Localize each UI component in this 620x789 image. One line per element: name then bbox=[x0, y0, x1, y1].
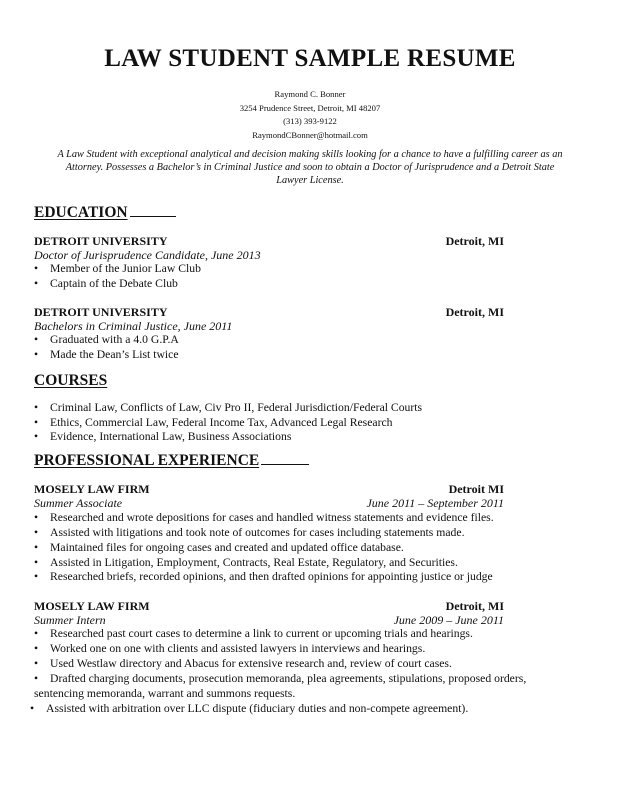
list-item: • Maintained files for ongoing cases and created and updated office database. bbox=[34, 541, 404, 554]
list-item: • Drafted charging documents, prosecution memoranda, plea agreements, stipulations, proposed orders, bbox=[34, 672, 527, 685]
section-heading-experience bbox=[34, 452, 309, 470]
heading-rule bbox=[130, 215, 176, 217]
list-item: • Made the Dean’s List twice bbox=[34, 348, 179, 361]
list-item: • Member of the Junior Law Club bbox=[34, 262, 201, 275]
list-item: • Researched past court cases to determine a link to current or upcoming trials and hearings. bbox=[34, 627, 473, 640]
objective-line: Attorney. Possesses a Bachelor’s in Criminal Justice and soon to obtain a Doctor of Jurisprudence and a Detroit State bbox=[65, 162, 555, 173]
job-role-line bbox=[34, 613, 504, 628]
list-item: • Ethics, Commercial Law, Federal Income Tax, Advanced Legal Research bbox=[34, 416, 393, 429]
education-entry-header bbox=[34, 234, 504, 249]
contact-address: 3254 Prudence Street, Detroit, MI 48207 bbox=[239, 102, 381, 113]
list-item: • Assisted with arbitration over LLC dispute (fiduciary duties and non-compete agreement). bbox=[30, 702, 469, 715]
list-item: • Worked one on one with clients and assisted lawyers in interviews and hearings. bbox=[34, 642, 426, 655]
contact-email: RaymondCBonner@hotmail.com bbox=[252, 129, 368, 140]
section-heading-label: PROFESSIONAL EXPERIENCE bbox=[34, 452, 260, 469]
page-title: LAW STUDENT SAMPLE RESUME bbox=[104, 45, 516, 72]
job-role-line bbox=[34, 496, 504, 511]
section-heading-label: EDUCATION bbox=[34, 204, 128, 221]
list-item: • Captain of the Debate Club bbox=[34, 277, 178, 290]
list-item: • Researched and wrote depositions for cases and handled witness statements and evidence files. bbox=[34, 511, 494, 524]
firm-location: Detroit MI bbox=[448, 482, 504, 496]
contact-name: Raymond C. Bonner bbox=[274, 89, 346, 99]
section-heading-courses bbox=[34, 372, 107, 390]
heading-rule bbox=[261, 463, 309, 465]
degree-line: Doctor of Jurisprudence Candidate, June 2013 bbox=[34, 248, 261, 262]
list-item: • Assisted in Litigation, Employment, Contracts, Real Estate, Regulatory, and Securities. bbox=[34, 556, 458, 569]
firm-location: Detroit, MI bbox=[445, 599, 504, 613]
objective-line: Lawyer License. bbox=[276, 175, 344, 186]
job-role: Summer Associate bbox=[34, 496, 123, 510]
school-name: DETROIT UNIVERSITY bbox=[34, 234, 168, 248]
firm-name: MOSELY LAW FIRM bbox=[34, 599, 150, 613]
job-dates: June 2011 – September 2011 bbox=[366, 496, 504, 510]
degree-line: Bachelors in Criminal Justice, June 2011 bbox=[34, 319, 233, 333]
objective-statement bbox=[30, 148, 590, 187]
list-item: • Evidence, International Law, Business Associations bbox=[34, 430, 292, 443]
contact-block bbox=[0, 88, 620, 142]
contact-phone: (313) 393-9122 bbox=[283, 116, 337, 127]
list-item-continuation: sentencing memoranda, warrant and summons requests. bbox=[34, 687, 296, 700]
school-location: Detroit, MI bbox=[445, 234, 504, 248]
job-header bbox=[34, 482, 504, 497]
job-header bbox=[34, 599, 504, 614]
education-entry-header bbox=[34, 305, 504, 320]
job-dates: June 2009 – June 2011 bbox=[393, 613, 504, 627]
section-heading-label: COURSES bbox=[34, 372, 108, 389]
list-item: • Researched briefs, recorded opinions, and then drafted opinions for appointing justice or judge bbox=[34, 570, 493, 583]
list-item: • Criminal Law, Conflicts of Law, Civ Pro II, Federal Jurisdiction/Federal Courts bbox=[34, 401, 423, 414]
school-location: Detroit, MI bbox=[445, 305, 504, 319]
job-role: Summer Intern bbox=[34, 613, 106, 627]
list-item: • Used Westlaw directory and Abacus for extensive research and, review of court cases. bbox=[34, 657, 452, 670]
section-heading-education bbox=[34, 204, 176, 222]
list-item: • Graduated with a 4.0 G.P.A bbox=[34, 333, 179, 346]
list-item: • Assisted with litigations and took note of outcomes for cases including statements made. bbox=[34, 526, 465, 539]
firm-name: MOSELY LAW FIRM bbox=[34, 482, 150, 496]
school-name: DETROIT UNIVERSITY bbox=[34, 305, 168, 319]
objective-line: A Law Student with exceptional analytical and decision making skills looking for a chance to have a fulfilling career as an bbox=[57, 149, 563, 160]
